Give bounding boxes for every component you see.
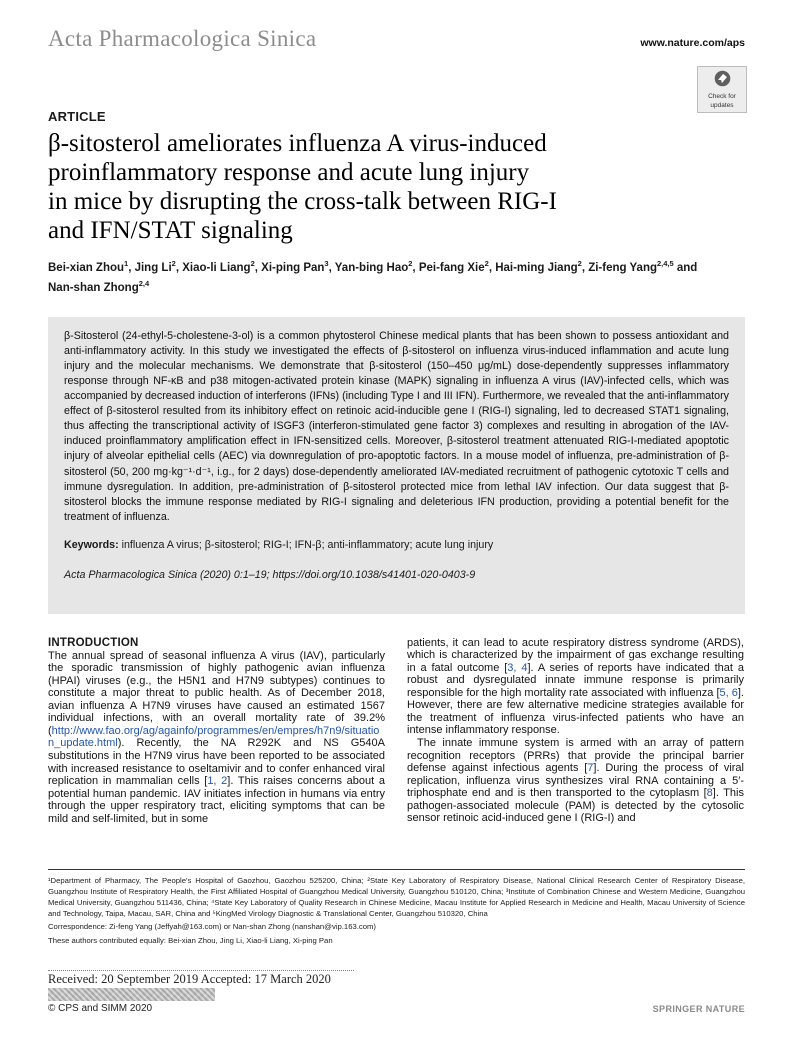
- keywords-text: influenza A virus; β-sitosterol; RIG-I; IFN-β; anti-inflammatory; acute lung injury: [118, 538, 494, 551]
- reference-link[interactable]: 3, 4: [507, 661, 528, 674]
- journal-name: Acta Pharmacologica Sinica: [48, 26, 317, 51]
- keywords-label: Keywords:: [64, 538, 119, 551]
- reference-link[interactable]: 1, 2: [207, 775, 228, 788]
- citation-rest: (2020) 0:1–19; https://doi.org/10.1038/s41401-020-0403-9: [197, 568, 476, 581]
- keywords-line: [64, 538, 729, 553]
- right-column: [407, 637, 744, 866]
- author: Xiao-li Liang$^2$: [182, 259, 255, 274]
- body-paragraph: The innate immune system is armed with an array of pattern recognition receptors (PRRs) that provide the principal barrier defense against infectious agents [7]. During the process of viral replication, influenza virus synthesizes viral RNA containing a 5′-triphosphate end and is then transported to the cytoplasm [8]. This pathogen-associated molecule (PAM) is detected by the cytosolic sensor retinoic acid-induced gene I (RIG-I) and: [407, 737, 744, 825]
- author-line: Bei-xian Zhou$^1$, Jing Li$^2$, Xiao-li Liang$^2$, Xi-ping Pan$^3$, Yan-bing Hao$^2$, Pei-fang Xie$^2$, Hai-ming Jiang$^2$, Zi-feng Yang$^{2,4,5}$ and Nan-shan Zhong$^{2,4}$: [48, 259, 698, 295]
- article-title: β-sitosterol ameliorates influenza A virus-induced proinflammatory response and acute lung injury in mice by disrupting the cross-talk between RIG-I and IFN/STAT signaling: [48, 130, 557, 244]
- author: Hai-ming Jiang$^2$: [495, 259, 582, 274]
- article-type-label: ARTICLE: [48, 109, 106, 124]
- affiliations-footnote: ¹Department of Pharmacy, The People's Hospital of Gaozhou, Gaozhou 525200, China; ²State Key Laboratory of Respiratory Disease, National Clinical Research Center of Respiratory Disease, Guangzhou Institute of Respiratory Health, the First Affiliated Hospital of Guangzhou Medical University, Guangzhou 510120, China; ³Institute of Combination Chinese and Western Medicine, Guangzhou Medical University, Guangzhou 511436, China; ⁴State Key Laboratory of Quality Research in Chinese Medicine, Macau Institute for Applied Research in Medicine and Health, Macau University of Science and Technology, Taipa, Macau, SAR, China and ⁵KingMed Virology Diagnostic & Translational Center, Guangzhou 510320, China: [48, 875, 745, 918]
- check-badge-label-line1: Check for: [708, 93, 736, 100]
- reference-link[interactable]: 7: [587, 762, 594, 775]
- correspondence-footnote: Correspondence: Zi-feng Yang (Jeffyah@163.com) or Nan-shan Zhong (nanshan@vip.163.com): [48, 922, 376, 932]
- publisher-logo: SPRINGER NATURE: [652, 1003, 745, 1014]
- masthead: [48, 26, 745, 52]
- author: Zi-feng Yang$^{2,4,5}$: [588, 259, 674, 274]
- left-column-text: [48, 650, 385, 826]
- copyright-notice: © CPS and SIMM 2020: [48, 1003, 153, 1014]
- footnote-divider: [48, 869, 745, 870]
- author: Yan-bing Hao$^2$: [334, 259, 413, 274]
- author: Bei-xian Zhou$^1$: [48, 259, 129, 274]
- received-block: [48, 970, 745, 1001]
- introduction-columns: [48, 637, 745, 866]
- abstract-text: β-Sitosterol (24-ethyl-5-cholestene-3-ol) is a common phytosterol Chinese medical plants that has been shown to possess antioxidant and anti-inflammatory activity. In this study we investigated the effects of β-sitosterol on influenza virus-induced inflammation and acute lung injury and the molecular mechanisms. We demonstrate that β-sitosterol (150–450 μg/mL) dose-dependently suppresses inflammatory response through NF-κB and p38 mitogen-activated protein kinase (MAPK) signaling in influenza A virus (IAV)-infected cells, which was accompanied by decreased induction of interferons (IFNs) (including Type I and III IFN). Furthermore, we revealed that the anti-inflammatory effect of β-sitosterol resulted from its inhibitory effect on retinoic acid-inducible gene I (RIG-I) signaling, led to decreased STAT1 signaling, thus affecting the transcriptional activity of ISGF3 (interferon-stimulated gene factor 3) complexes and resulting in abrogation of the IAV-induced proinflammatory amplification effect in IFN-sensitized cells. Moreover, β-sitosterol treatment attenuated RIG-I-mediated apoptotic injury of alveolar epithelial cells (AEC) via downregulation of pro-apoptotic factors. In a mouse model of influenza, pre-administration of β-sitosterol (50, 200 mg·kg⁻¹·d⁻¹, i.g., for 2 days) dose-dependently ameliorated IAV-mediated recruitment of pathogenic cytotoxic T cells and immune dysregulation. In addition, pre-administration of β-sitosterol protected mice from lethal IAV infection. Our data suggest that β-sitosterol blocks the immune response mediated by RIG-I signaling and deleterious IFN production, providing a potential benefit for the treatment of influenza.: [64, 329, 729, 523]
- introduction-heading: INTRODUCTION: [48, 636, 139, 649]
- author: Jing Li$^2$: [134, 259, 176, 274]
- check-badge-label-line2: updates: [710, 101, 734, 109]
- reference-link[interactable]: 8: [706, 787, 713, 800]
- author: Nan-shan Zhong$^{2,4}$: [48, 279, 150, 295]
- contributed-equally-footnote: These authors contributed equally: Bei-xian Zhou, Jing Li, Xiao-li Liang, Xi-ping Pan: [48, 935, 333, 945]
- journal-site-url[interactable]: www.nature.com/aps: [640, 37, 745, 49]
- received-accepted-dates: Received: 20 September 2019 Accepted: 17 March 2020: [48, 971, 331, 986]
- abstract-box: [48, 317, 745, 614]
- page-footer: [48, 1003, 745, 1014]
- external-link[interactable]: http://www.fao.org/ag/againfo/programmes/en/empres/h7n9/situation_update.html: [48, 724, 380, 750]
- check-for-updates-badge[interactable]: [697, 66, 747, 113]
- reference-link[interactable]: 5, 6: [719, 686, 738, 699]
- author: Xi-ping Pan$^3$: [261, 259, 329, 274]
- citation-journal: Acta Pharmacologica Sinica: [64, 568, 198, 581]
- crossmark-icon: [714, 70, 731, 92]
- left-column: [48, 637, 385, 866]
- citation-line: [64, 569, 729, 581]
- right-column-text: [407, 637, 744, 825]
- body-paragraph: patients, it can lead to acute respiratory distress syndrome (ARDS), which is characterized by the impairment of gas exchange resulting in a fatal outcome [3, 4]. A series of reports have indicated that a robust and dysregulated innate immune response is primarily responsible for the high mortality rate associated with influenza [5, 6]. However, there are few alternative medicine strategies available for the treatment of influenza virus-infected patients who have an intense inflammatory response.: [407, 636, 744, 737]
- body-paragraph: The annual spread of seasonal influenza A virus (IAV), particularly the sporadic transmission of highly pathogenic avian influenza (HPAI) viruses (e.g., the H5N1 and H7N9 subtypes) continues to constitute a major threat to public health. As of December 2018, avian influenza A H7N9 viruses have caused an estimated 1567 individual infections, with an overall mortality rate of 39.2% (http://www.fao.org/ag/againfo/programmes/en/empres/h7n9/situation_update.html). Recently, the NA R292K and NS G540A substitutions in the H7N9 virus have been reported to be associated with increased resistance to oseltamivir and to confer enhanced viral replication in mammalian cells [1, 2]. This raises concerns about a potential human pandemic. IAV initiates infection in humans via entry through the upper respiratory tract, eliciting symptoms that can be mild and self-limited, but in some: [48, 649, 385, 825]
- received-dotted-rule: [48, 970, 354, 971]
- redacted-published-line: [48, 988, 215, 1001]
- author: Pei-fang Xie$^2$: [418, 259, 489, 274]
- footnotes: [48, 875, 745, 949]
